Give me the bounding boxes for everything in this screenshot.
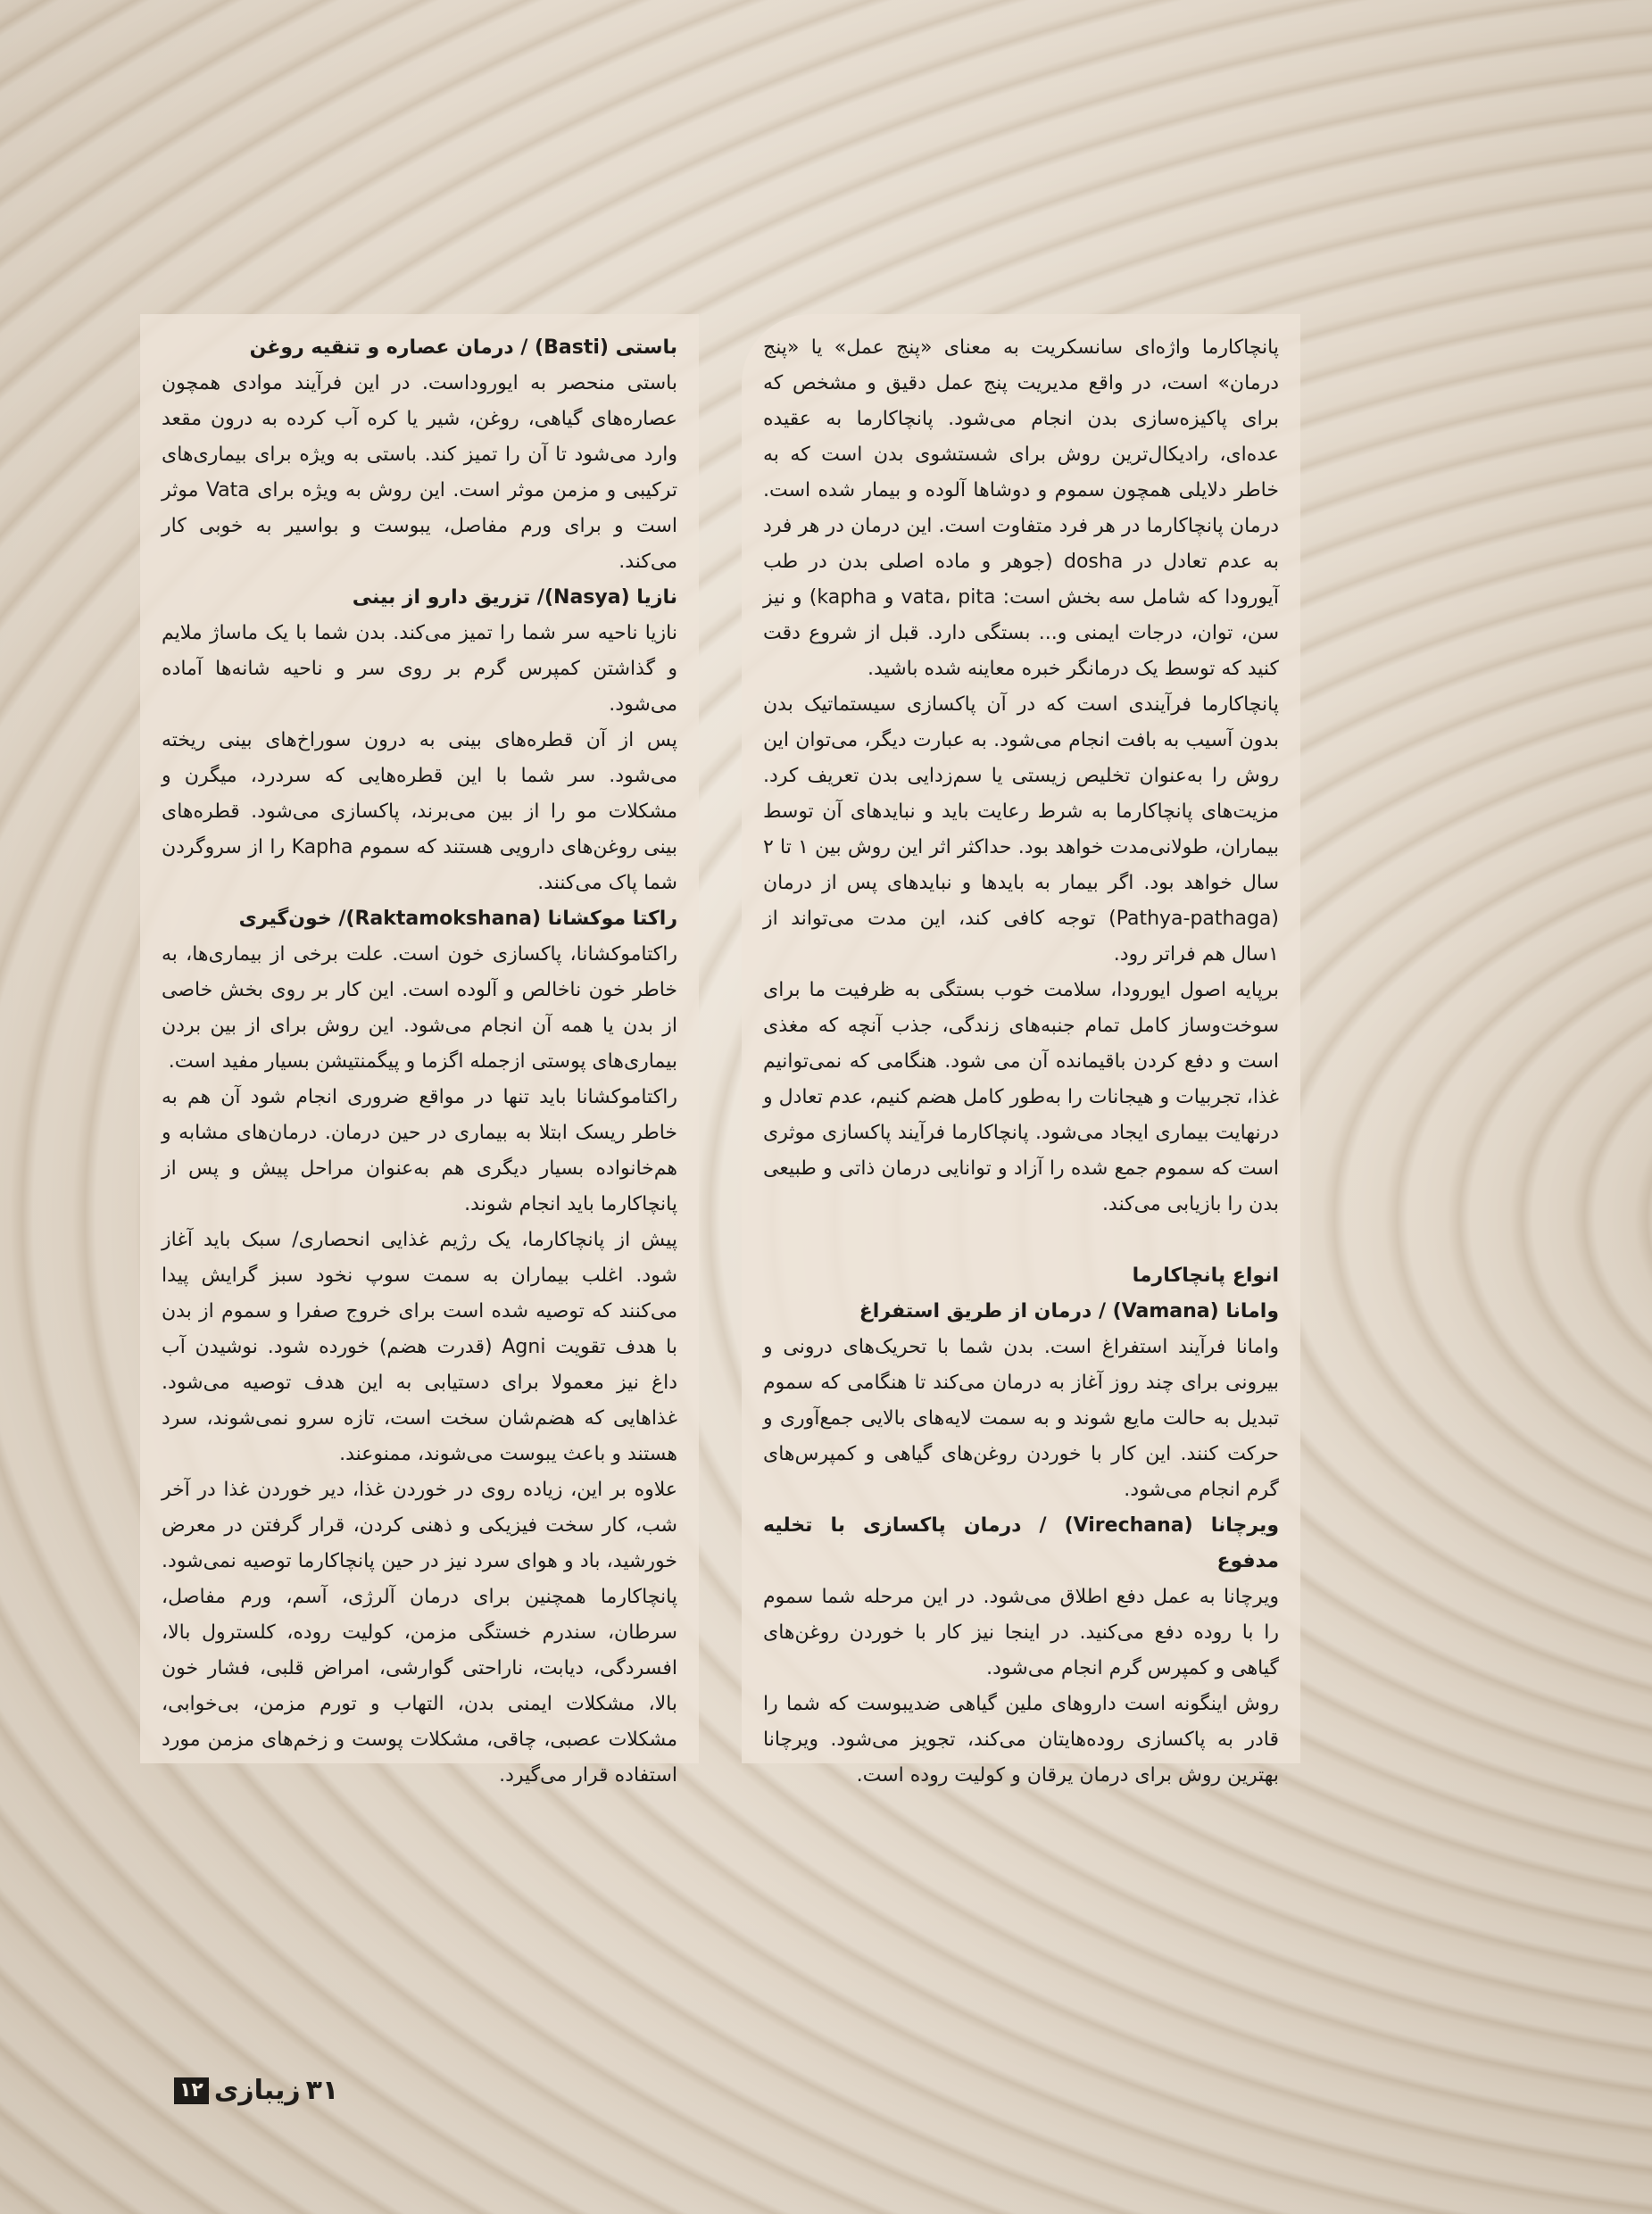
paragraph-spacer [763,1223,1279,1258]
magazine-name: زیبازی [213,2075,301,2106]
vamana-heading: وامانا (Vamana) / درمان از طریق استفراغ [859,1300,1279,1323]
left-column [140,314,699,1787]
virechana-text-2: روش اینگونه است داروهای ملین گیاهی ضدیبوست که شما را قادر به پاکسازی روده‌هایتان می‌کند، تجویز می‌شود. ویرچانا بهترین روش برای درمان یرقان و کولیت روده است. [763,1693,1279,1787]
page-folio [174,2075,338,2106]
right-column [742,314,1300,1787]
intro-paragraph-3: برپایه اصول ایورودا، سلامت خوب بستگی به ظرفیت ما برای سوخت‌وساز کامل تمام جنبه‌های زندگی، جذب آنچه که مغذی است و دفع کردن باقیمانده آن می شود. هنگامی که نمی‌توانیم غذا، تجربیات و هیجانات را به‌طور کامل هضم کنیم، عدم تعادل و درنهایت بیماری ایجاد می‌شود. پانچاکارما فرآیند پاکسازی موثری است که سموم جمع شده را آزاد و توانایی درمان ذاتی و طبیعی بدن را بازیابی می‌کند. [763,979,1279,1215]
vamana-text: وامانا فرآیند استفراغ است. بدن شما با تحریک‌های درونی و بیرونی برای چند روز آغاز به درمان می‌کند تا هنگامی که سموم تبدیل به حالت مایع شوند و به سمت لایه‌های بالایی جمع‌آوری و حرکت کنند. این کار با خوردن روغن‌های گیاهی و کمپرس‌های گرم انجام می‌شود. [763,1336,1279,1501]
pre-treatment-text: پیش از پانچاکارما، یک رژیم غذایی انحصاری/ سبک باید آغاز شود. اغلب بیماران به سمت سوپ نخود سبز گرایش پیدا می‌کنند که توصیه شده است برای خروج صفرا و سموم از بدن با هدف تقویت Agni (قدرت هضم) خورده شود. نوشیدن آب داغ نیز معمولا برای دستیابی به این هدف توصیه می‌شود. غذاهایی که هضم‌شان سخت است، تازه سرو نمی‌شوند، سرد هستند و باعث یبوست می‌شوند، ممنوعند. [162,1229,677,1465]
basti-heading: باستی (Basti) / درمان عصاره و تنقیه روغن [249,336,677,359]
rakta-text-2: راکتاموکشانا باید تنها در مواقع ضروری انجام شود آن هم به خاطر ریسک ابتلا به بیماری در حین درمان. درمان‌های مشابه و هم‌خانواده بسیار دیگری هم به‌عنوان مراحل پیش و پس از پانچاکارما باید انجام شوند. [162,1086,677,1215]
nasya-text-1: نازیا ناحیه سر شما را تمیز می‌کند. بدن شما با یک ماساژ ملایم و گذاشتن کمپرس گرم بر روی سر و ناحیه شانه‌ها آماده می‌شود. [162,622,677,716]
restrictions-text: علاوه بر این، زیاده روی در خوردن غذا، دیر خوردن غذا در آخر شب، کار سخت فیزیکی و ذهنی کردن، قرار گرفتن در معرض خورشید، باد و هوای سرد نیز در حین پانچاکارما توصیه نمی‌شود. پانچاکارما همچنین برای درمان آلرژی، آسم، ورم مفاصل، سرطان، سندرم خستگی مزمن، کولیت روده، کلسترول بالا، افسردگی، دیابت، ناراحتی گوارشی، امراض قلبی، فشار خون بالا، مشکلات ایمنی بدن، التهاب و تورم مزمن، بی‌خوابی، مشکلات عصبی، چاقی، مشکلات پوست و زخم‌های مزمن مورد استفاده قرار می‌گیرد. [162,1479,677,1787]
intro-paragraph-1: پانچاکارما واژه‌ای سانسکریت به معنای «پنج عمل» یا «پنج درمان» است، در واقع مدیریت پنج عمل دقیق و مشخص که برای پاکیزه‌سازی بدن انجام می‌شود. پانچاکارما به عقیده عده‌ای، رادیکال‌ترین روش برای شستشوی بدن است که به خاطر دلایلی همچون سموم و دوشاها آلوده و بیمار شده است. درمان پانچاکارما در هر فرد متفاوت است. این درمان در هر فرد به عدم تعادل در dosha (جوهر و ماده اصلی بدن در طب آیورودا که شامل سه بخش است: vata، pita و kapha) و نیز سن، توان، درجات ایمنی و... بستگی دارد. قبل از شروع دقت کنید که توسط یک درمانگر خبره معاینه شده باشید. [763,336,1280,680]
nasya-text-2: پس از آن قطره‌های بینی به درون سوراخ‌های بینی ریخته می‌شود. سر شما با این قطره‌هایی که سردرد، میگرن و مشکلات مو را از بین می‌برند، پاکسازی می‌شود. قطره‌های بینی روغن‌های دارویی هستند که سموم Kapha را از سروگردن شما پاک می‌کنند. [162,729,677,894]
intro-paragraph-2: پانچاکارما فرآیندی است که در آن پاکسازی سیستماتیک بدن بدون آسیب به بافت انجام می‌شود. به عبارت دیگر، می‌توان این روش را به‌عنوان تخلیص زیستی یا سم‌زدایی بدن تعریف کرد. مزیت‌های پانچاکارما به شرط رعایت باید و نبایدهای آن توسط بیماران، طولانی‌مدت خواهد بود. حداکثر اثر این روش بین ۱ تا ۲ سال خواهد بود. اگر بیمار به بایدها و نبایدهای پس از درمان (Pathya-pathaga) توجه کافی کند، این مدت می‌تواند از ۱سال هم فراتر رود. [763,693,1280,966]
page-number: ۳۱ [305,2075,339,2106]
rakta-text-1: راکتاموکشانا، پاکسازی خون است. علت برخی از بیماری‌ها، به خاطر خون ناخالص و آلوده است. این کار بر روی بخش خاصی از بدن یا همه آن انجام می‌شود. این روش برای از بین بردن بیماری‌های پوستی ازجمله اگزما و پیگمنتیشن بسیار مفید است. [162,943,677,1073]
virechana-heading: ویرچانا (Virechana) / درمان پاکسازی با تخلیه مدفوع [763,1514,1279,1572]
rakta-heading: راکتا موکشانا (Raktamokshana)/ خون‌گیری [238,908,677,930]
types-heading: انواع پانچاکارما [1132,1265,1279,1287]
issue-badge: ۱۲ [174,2077,209,2104]
nasya-heading: نازیا (Nasya)/ تزریق دارو از بینی [352,586,677,609]
virechana-text-1: ویرچانا به عمل دفع اطلاق می‌شود. در این مرحله شما سموم را با روده دفع می‌کنید. در اینجا نیز کار با خوردن روغن‌های گیاهی و کمپرس گرم انجام می‌شود. [763,1586,1279,1679]
basti-text: باستی منحصر به ایورو‌داست. در این فرآیند موادی همچون عصاره‌های گیاهی، روغن، شیر یا کره آب کرده به درون مقعد وارد می‌شود تا آن را تمیز کند. باستی به ویژه برای بیماری‌های ترکیبی و مزمن موثر است. این روش به ویژه برای Vata موثر است و برای ورم مفاصل، یبوست و بواسیر به خوبی کار می‌کند. [162,372,678,573]
